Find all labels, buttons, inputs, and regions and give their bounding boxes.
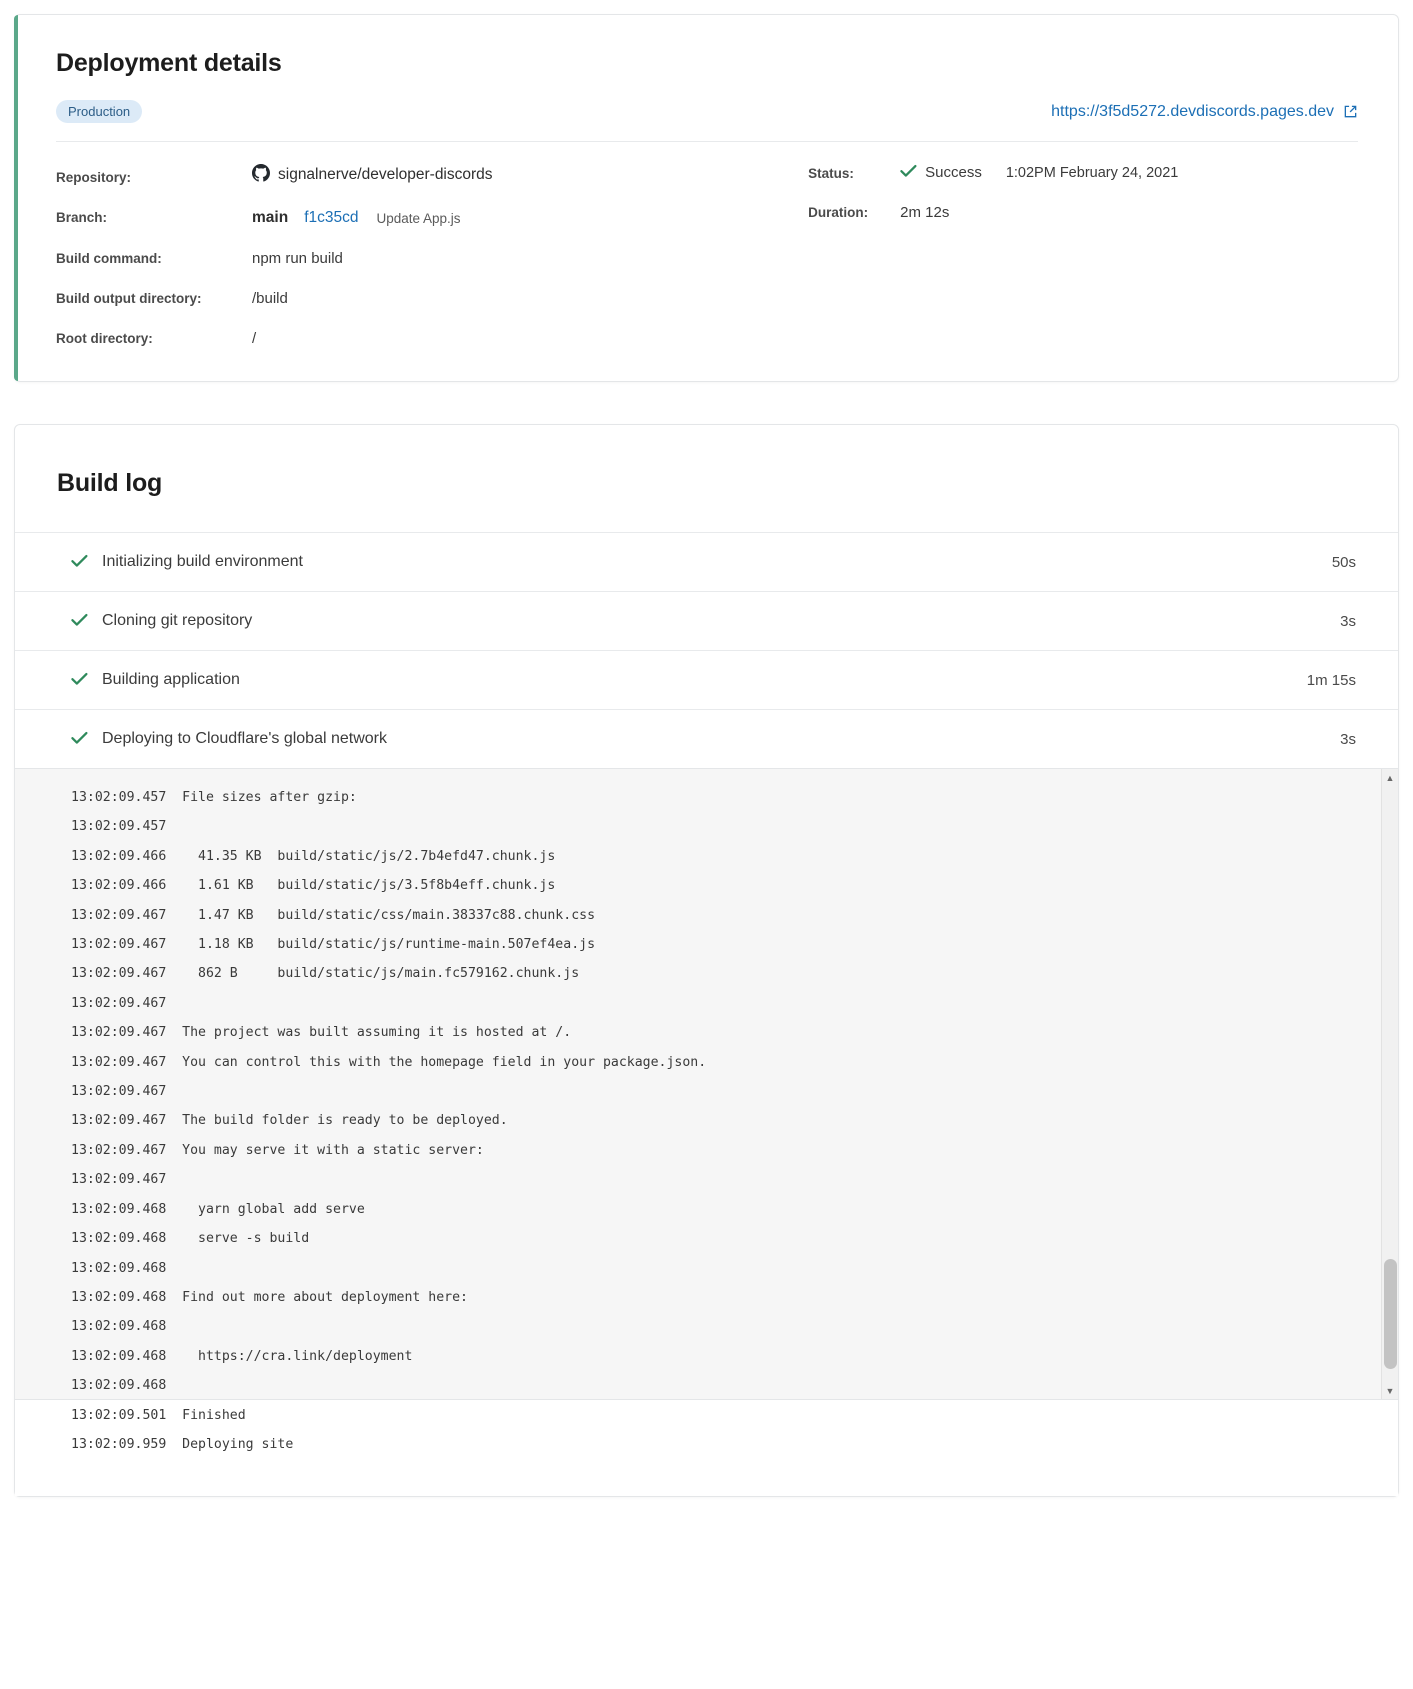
deployment-detail-left bbox=[56, 164, 798, 347]
build-log-lines bbox=[15, 769, 1398, 1473]
duration-label: Duration: bbox=[808, 205, 869, 220]
check-icon bbox=[71, 613, 88, 630]
build-log-line: 13:02:09.467 You can control this with the homepage field in your package.json. bbox=[71, 1054, 707, 1070]
build-step-duration: 50s bbox=[1331, 553, 1356, 571]
build-log-line: 13:02:09.467 bbox=[71, 1172, 167, 1188]
build-log-line: 13:02:09.467 The project was built assuming it is hosted at /. bbox=[71, 1025, 572, 1041]
build-log-steps bbox=[15, 532, 1398, 768]
branch-label: Branch: bbox=[56, 210, 108, 225]
deployment-detail-grid bbox=[56, 142, 1358, 347]
check-icon bbox=[900, 164, 917, 181]
build-log-line: 13:02:09.467 bbox=[71, 995, 167, 1011]
deployment-url-text: https://3f5d5272.devdiscords.pages.dev bbox=[1051, 102, 1334, 120]
build-log-output[interactable] bbox=[15, 768, 1398, 1452]
page-title: Deployment details bbox=[56, 49, 282, 77]
build-log-line: 13:02:09.468 Find out more about deployment here: bbox=[71, 1289, 468, 1305]
commit-hash-link[interactable]: f1c35cd bbox=[304, 209, 359, 226]
build-log-line: 13:02:09.468 bbox=[71, 1378, 167, 1394]
repository-name: signalnerve/developer-discords bbox=[278, 166, 493, 183]
root-directory-label: Root directory: bbox=[56, 331, 153, 346]
status-text: Success bbox=[925, 164, 982, 181]
row-branch bbox=[56, 209, 798, 227]
build-step[interactable] bbox=[15, 533, 1398, 592]
row-status bbox=[808, 164, 1358, 181]
build-log-line: 13:02:09.467 1.18 KB build/static/js/runtime-main.507ef4ea.js bbox=[71, 937, 596, 953]
build-step-left bbox=[71, 730, 387, 748]
repository-value bbox=[252, 164, 493, 186]
build-log-line: 13:02:09.467 862 B build/static/js/main.fc579162.chunk.js bbox=[71, 966, 580, 982]
check-icon bbox=[71, 672, 88, 689]
build-log-card bbox=[14, 424, 1399, 1497]
status-timestamp: 1:02PM February 24, 2021 bbox=[1005, 164, 1179, 181]
status-accent-bar bbox=[14, 15, 18, 381]
build-step-label: Initializing build environment bbox=[102, 553, 303, 570]
commit-message: Update App.js bbox=[376, 210, 461, 226]
check-icon bbox=[71, 731, 88, 748]
build-step-left bbox=[71, 612, 252, 630]
deployment-url-link[interactable] bbox=[1051, 103, 1358, 121]
build-step-left bbox=[71, 671, 240, 689]
repository-label: Repository: bbox=[56, 170, 132, 185]
build-log-title: Build log bbox=[57, 469, 163, 497]
build-log-line: 13:02:09.457 File sizes after gzip: bbox=[71, 790, 357, 805]
build-log-line: 13:02:09.468 bbox=[71, 1260, 167, 1276]
build-log-line: 13:02:09.468 bbox=[71, 1319, 167, 1335]
build-step-label: Building application bbox=[102, 671, 240, 688]
build-log-line: 13:02:09.468 serve -s build bbox=[71, 1231, 310, 1247]
build-log-line: 13:02:09.959 Deploying site bbox=[71, 1436, 294, 1452]
build-step-left bbox=[71, 553, 303, 571]
build-log-line: 13:02:09.468 https://cra.link/deployment bbox=[71, 1348, 413, 1364]
row-build-command bbox=[56, 250, 798, 267]
build-output-label: Build output directory: bbox=[56, 291, 202, 306]
build-log-line: 13:02:09.501 Finished bbox=[71, 1407, 246, 1423]
scroll-down-icon[interactable]: ▼ bbox=[1382, 1382, 1398, 1399]
scrollbar-thumb[interactable] bbox=[1384, 1259, 1397, 1369]
build-step-label: Deploying to Cloudflare's global network bbox=[102, 730, 387, 747]
build-log-line: 13:02:09.467 The build folder is ready to be deployed. bbox=[71, 1113, 508, 1129]
duration-value: 2m 12s bbox=[900, 204, 950, 221]
build-log-line: 13:02:09.466 41.35 KB build/static/js/2.7b4efd47.chunk.js bbox=[71, 848, 556, 864]
build-step-duration: 3s bbox=[1340, 612, 1356, 630]
build-log-line: 13:02:09.467 1.47 KB build/static/css/main.38337c88.chunk.css bbox=[71, 907, 596, 923]
root-directory-value: / bbox=[252, 330, 257, 347]
check-icon bbox=[71, 554, 88, 571]
build-log-line: 13:02:09.468 yarn global add serve bbox=[71, 1201, 365, 1217]
deployment-details-card bbox=[14, 14, 1399, 382]
build-step[interactable] bbox=[15, 651, 1398, 710]
build-log-line: 13:02:09.467 You may serve it with a static server: bbox=[71, 1142, 484, 1158]
external-link-icon bbox=[1343, 104, 1358, 119]
build-output-value: /build bbox=[252, 290, 288, 307]
build-step[interactable] bbox=[15, 592, 1398, 651]
row-root-directory bbox=[56, 330, 798, 347]
row-build-output-directory bbox=[56, 290, 798, 307]
branch-value bbox=[252, 209, 461, 227]
status-badge bbox=[900, 164, 1178, 181]
build-command-value: npm run build bbox=[252, 250, 343, 267]
row-duration bbox=[808, 204, 1358, 221]
environment-badge: Production bbox=[56, 100, 142, 123]
build-step-label: Cloning git repository bbox=[102, 612, 253, 629]
build-step[interactable] bbox=[15, 710, 1398, 768]
build-command-label: Build command: bbox=[56, 251, 162, 266]
deployment-header-row bbox=[56, 100, 1358, 142]
build-log-line: 13:02:09.457 bbox=[71, 819, 167, 835]
build-step-duration: 3s bbox=[1340, 730, 1356, 748]
deployment-detail-right bbox=[798, 164, 1358, 347]
status-label: Status: bbox=[808, 166, 854, 181]
build-log-line: 13:02:09.466 1.61 KB build/static/js/3.5f8b4eff.chunk.js bbox=[71, 878, 556, 894]
build-log-scrollbar[interactable] bbox=[1381, 769, 1398, 1399]
build-step-duration: 1m 15s bbox=[1306, 671, 1356, 689]
branch-name: main bbox=[252, 209, 289, 226]
build-log-line: 13:02:09.467 bbox=[71, 1084, 167, 1100]
github-icon bbox=[252, 164, 270, 186]
scroll-up-icon[interactable]: ▲ bbox=[1382, 769, 1398, 786]
row-repository bbox=[56, 164, 798, 186]
